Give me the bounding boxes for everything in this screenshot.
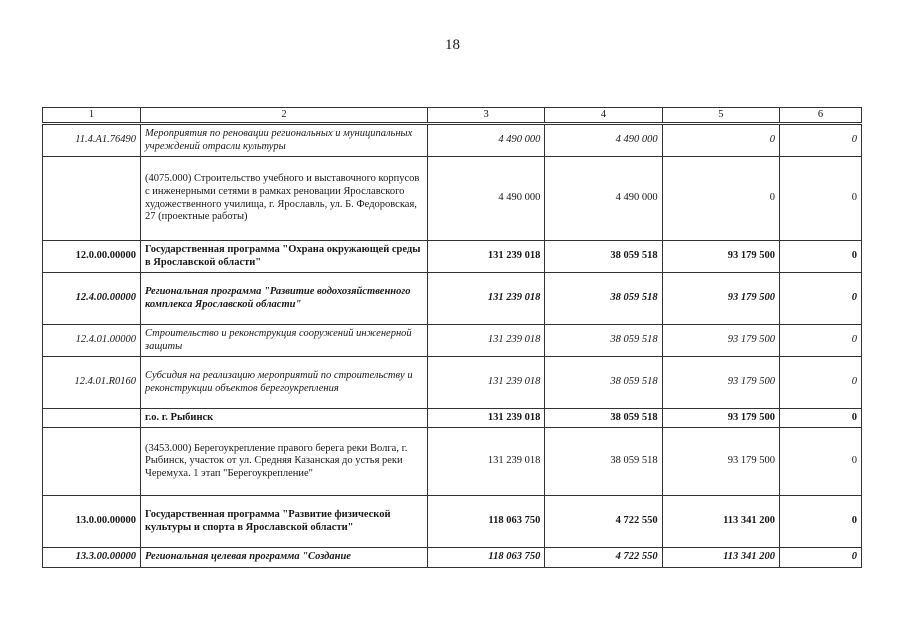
- col6-value-cell: 0: [780, 124, 862, 157]
- col5-value-cell: 93 179 500: [662, 409, 779, 428]
- col3-value-cell: 118 063 750: [428, 548, 545, 568]
- col4-value-cell: 38 059 518: [545, 325, 662, 357]
- name-cell: г.о. г. Рыбинск: [141, 409, 428, 428]
- col3-value-cell: 131 239 018: [428, 273, 545, 325]
- col6-value-cell: 0: [780, 409, 862, 428]
- col4-value-cell: 4 490 000: [545, 157, 662, 241]
- col5-value-cell: 93 179 500: [662, 428, 779, 496]
- col4-value-cell: 4 722 550: [545, 548, 662, 568]
- table-row: [43, 241, 862, 273]
- col5-value-cell: 93 179 500: [662, 273, 779, 325]
- col3-value-cell: 131 239 018: [428, 409, 545, 428]
- table-row: [43, 124, 862, 157]
- header-col-1: 1: [43, 108, 141, 124]
- col4-value-cell: 4 490 000: [545, 124, 662, 157]
- col6-value-cell: 0: [780, 241, 862, 273]
- col4-value-cell: 38 059 518: [545, 409, 662, 428]
- name-cell: Региональная целевая программа "Создание: [141, 548, 428, 568]
- budget-table: [42, 107, 862, 568]
- table-header-row: [43, 108, 862, 124]
- table-row: [43, 273, 862, 325]
- col5-value-cell: 0: [662, 157, 779, 241]
- col5-value-cell: 113 341 200: [662, 496, 779, 548]
- header-col-5: 5: [662, 108, 779, 124]
- table-row: [43, 496, 862, 548]
- col5-value-cell: 93 179 500: [662, 357, 779, 409]
- table-row: [43, 157, 862, 241]
- header-col-6: 6: [780, 108, 862, 124]
- table-row: [43, 325, 862, 357]
- table-row: [43, 357, 862, 409]
- col5-value-cell: 0: [662, 124, 779, 157]
- col3-value-cell: 131 239 018: [428, 357, 545, 409]
- name-cell: (3453.000) Берегоукрепление правого берега реки Волга, г. Рыбинск, участок от ул. Средняя Казанская до устья реки Черемуха. 1 этап "Берегоукрепление": [141, 428, 428, 496]
- col3-value-cell: 118 063 750: [428, 496, 545, 548]
- col4-value-cell: 38 059 518: [545, 428, 662, 496]
- code-cell: [43, 409, 141, 428]
- name-cell: Государственная программа "Развитие физической культуры и спорта в Ярославской области": [141, 496, 428, 548]
- col5-value-cell: 113 341 200: [662, 548, 779, 568]
- code-cell: [43, 157, 141, 241]
- col5-value-cell: 93 179 500: [662, 241, 779, 273]
- code-cell: 12.0.00.00000: [43, 241, 141, 273]
- name-cell: Мероприятия по реновации региональных и муниципальных учреждений отрасли культуры: [141, 124, 428, 157]
- code-cell: [43, 428, 141, 496]
- code-cell: 12.4.00.00000: [43, 273, 141, 325]
- code-cell: 13.3.00.00000: [43, 548, 141, 568]
- col4-value-cell: 4 722 550: [545, 496, 662, 548]
- col4-value-cell: 38 059 518: [545, 273, 662, 325]
- header-col-2: 2: [141, 108, 428, 124]
- col3-value-cell: 4 490 000: [428, 124, 545, 157]
- col3-value-cell: 131 239 018: [428, 241, 545, 273]
- code-cell: 11.4.A1.76490: [43, 124, 141, 157]
- col3-value-cell: 131 239 018: [428, 325, 545, 357]
- table-row: [43, 548, 862, 568]
- code-cell: 12.4.01.00000: [43, 325, 141, 357]
- col6-value-cell: 0: [780, 428, 862, 496]
- col6-value-cell: 0: [780, 496, 862, 548]
- name-cell: Строительство и реконструкция сооружений инженерной защиты: [141, 325, 428, 357]
- col6-value-cell: 0: [780, 157, 862, 241]
- col6-value-cell: 0: [780, 357, 862, 409]
- code-cell: 13.0.00.00000: [43, 496, 141, 548]
- col4-value-cell: 38 059 518: [545, 357, 662, 409]
- col6-value-cell: 0: [780, 273, 862, 325]
- col4-value-cell: 38 059 518: [545, 241, 662, 273]
- name-cell: Государственная программа "Охрана окружающей среды в Ярославской области": [141, 241, 428, 273]
- header-col-4: 4: [545, 108, 662, 124]
- col3-value-cell: 131 239 018: [428, 428, 545, 496]
- name-cell: (4075.000) Строительство учебного и выставочного корпусов с инженерными сетями в рамках реновации Ярославского художественного училища, г. Ярославль, ул. Б. Федоровская, 27 (проектные работы): [141, 157, 428, 241]
- header-col-3: 3: [428, 108, 545, 124]
- page-number: 18: [445, 37, 460, 53]
- name-cell: Региональная программа "Развитие водохозяйственного комплекса Ярославской области": [141, 273, 428, 325]
- name-cell: Субсидия на реализацию мероприятий по строительству и реконструкции объектов берегоукрепления: [141, 357, 428, 409]
- table-row: [43, 409, 862, 428]
- code-cell: 12.4.01.R0160: [43, 357, 141, 409]
- table-row: [43, 428, 862, 496]
- col6-value-cell: 0: [780, 325, 862, 357]
- col5-value-cell: 93 179 500: [662, 325, 779, 357]
- col6-value-cell: 0: [780, 548, 862, 568]
- col3-value-cell: 4 490 000: [428, 157, 545, 241]
